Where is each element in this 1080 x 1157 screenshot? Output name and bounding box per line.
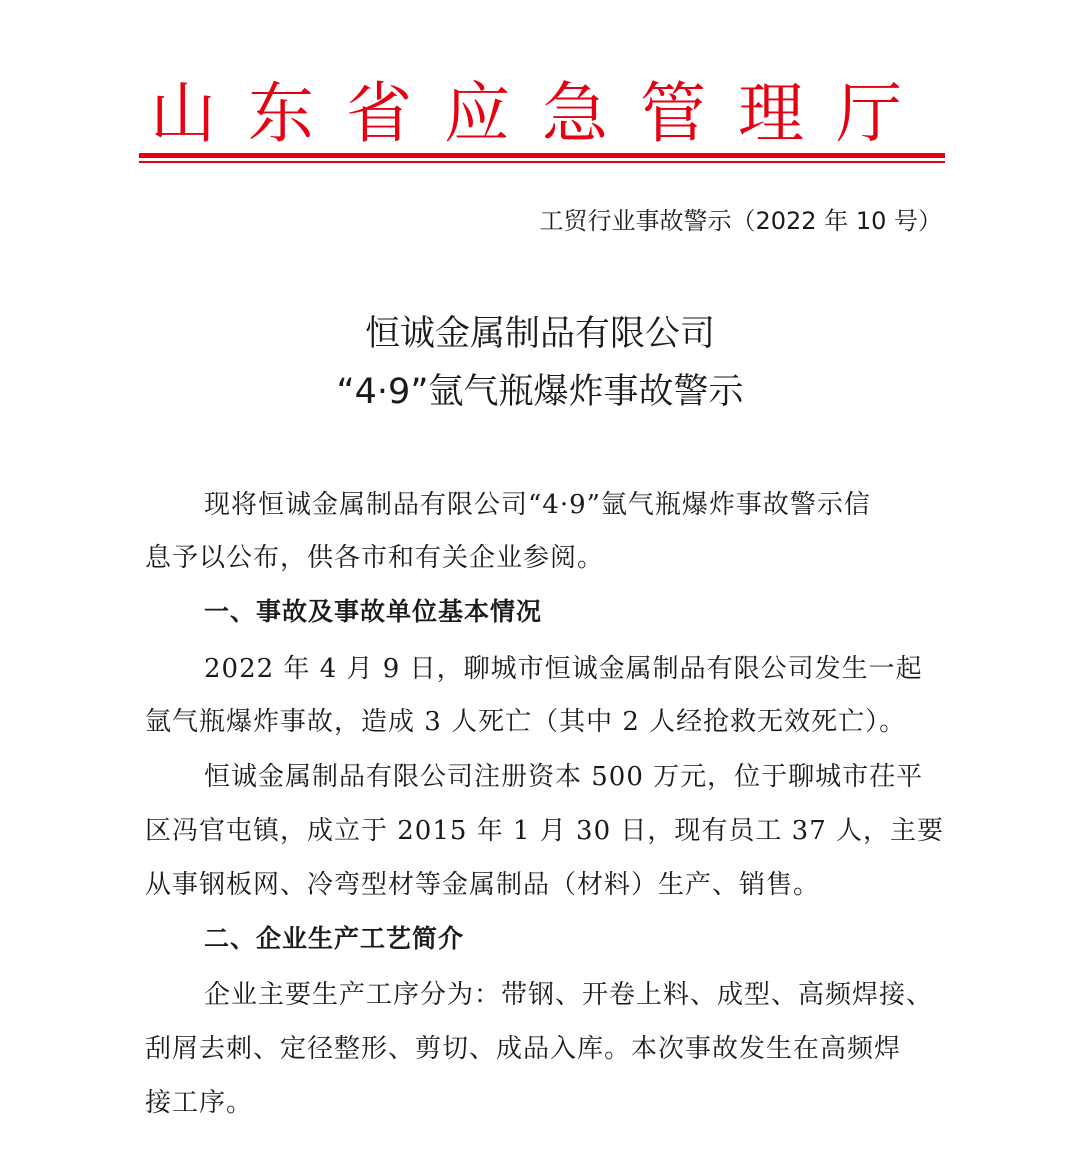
section-1-para-1-line-1: 2022 年 4 月 9 日，聊城市恒诚金属制品有限公司发生一起 bbox=[204, 654, 923, 684]
section-2-para-1-line-2: 刮屑去刺、定径整形、剪切、成品入库。本次事故发生在高频焊 bbox=[145, 1034, 902, 1064]
section-1-para-2-line-3: 从事钢板网、冷弯型材等金属制品（材料）生产、销售。 bbox=[145, 870, 821, 900]
red-divider-thick bbox=[139, 153, 945, 158]
document-title-line-2: “4·9”氩气瓶爆炸事故警示 bbox=[336, 372, 744, 412]
agency-masthead: 山东省应急管理厅 bbox=[150, 75, 934, 152]
red-divider-thin bbox=[139, 161, 945, 163]
intro-line-1: 现将恒诚金属制品有限公司“4·9”氩气瓶爆炸事故警示信 bbox=[204, 490, 871, 520]
section-1-heading: 一、事故及事故单位基本情况 bbox=[204, 597, 543, 626]
section-2-heading: 二、企业生产工艺简介 bbox=[204, 924, 465, 953]
issue-number: 工贸行业事故警示（2022 年 10 号） bbox=[539, 207, 942, 235]
section-1-para-1-line-2: 氩气瓶爆炸事故，造成 3 人死亡（其中 2 人经抢救无效死亡）。 bbox=[145, 707, 907, 737]
section-2-para-1-line-1: 企业主要生产工序分为：带钢、开卷上料、成型、高频焊接、 bbox=[204, 980, 934, 1010]
document-title-line-1: 恒诚金属制品有限公司 bbox=[364, 314, 715, 354]
section-1-para-2-line-2: 区冯官屯镇，成立于 2015 年 1 月 30 日，现有员工 37 人，主要 bbox=[145, 816, 944, 846]
section-2-para-1-line-3: 接工序。 bbox=[145, 1088, 254, 1118]
intro-line-2: 息予以公布，供各市和有关企业参阅。 bbox=[145, 543, 605, 573]
section-1-para-2-line-1: 恒诚金属制品有限公司注册资本 500 万元，位于聊城市茌平 bbox=[204, 762, 924, 792]
